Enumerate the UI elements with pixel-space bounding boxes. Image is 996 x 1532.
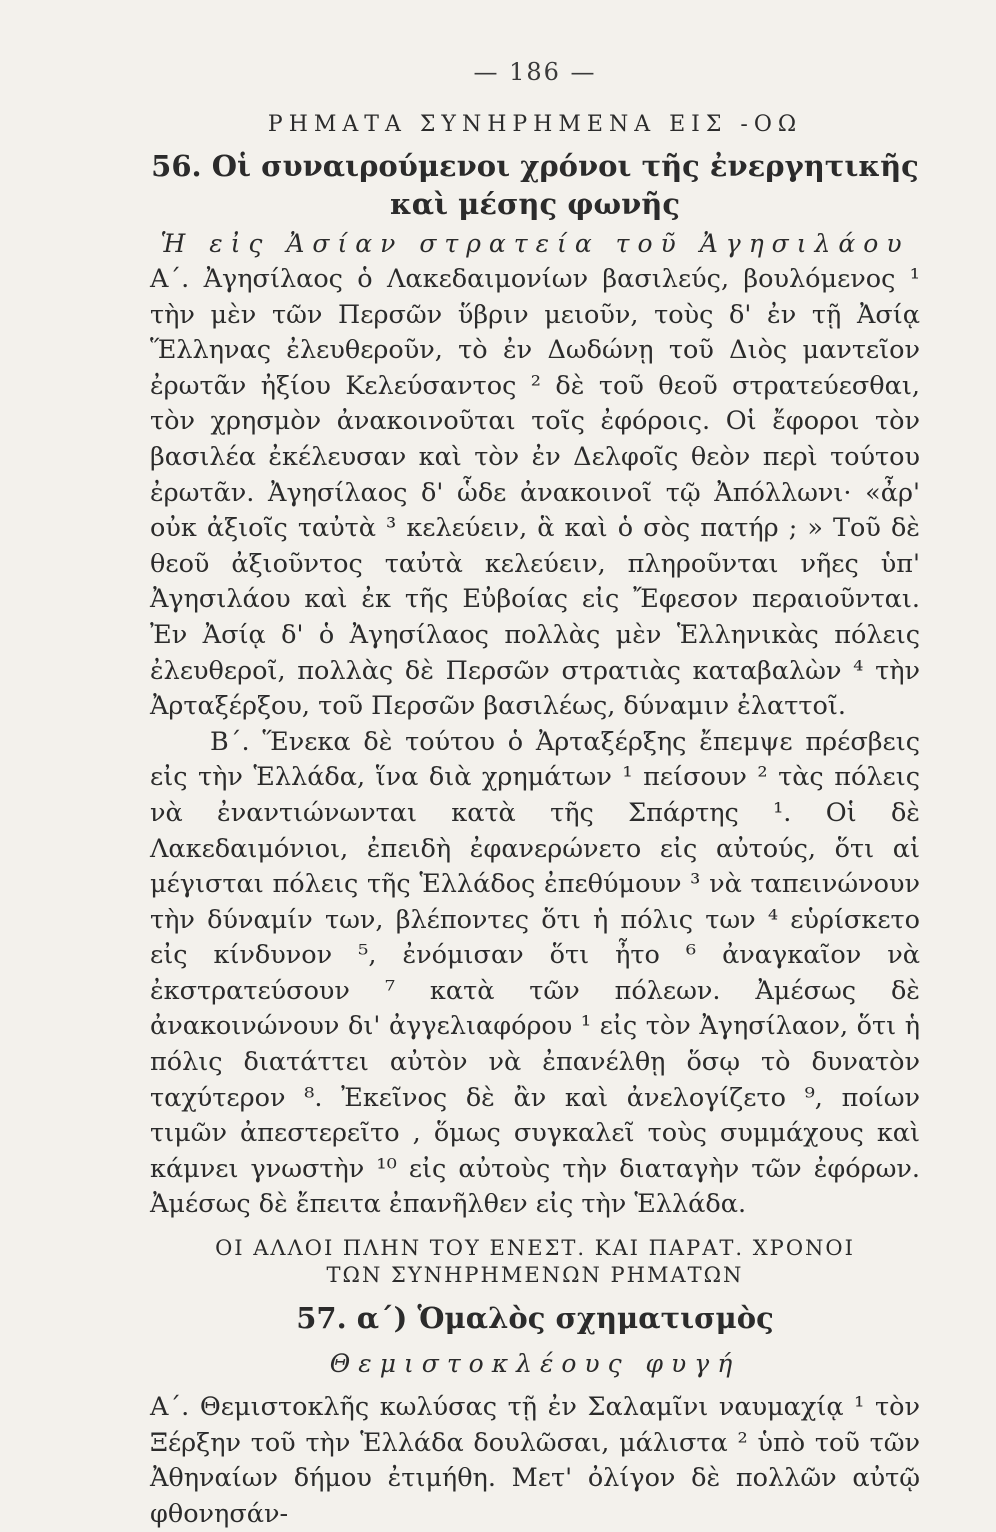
lesson-56-paragraph-a: Α΄. Ἀγησίλαος ὁ Λακεδαιμονίων βασιλεύς, βουλόμενος ¹ τὴν μὲν τῶν Περσῶν ὕβριν μειοῦν, τοὺς δ' ἐν τῇ Ἀσίᾳ Ἕλληνας ἐλευθεροῦν, τὸ ἐν Δωδώνῃ τοῦ Διὸς μαντεῖον ἐρωτᾶν ἠξίου Κελεύσαντος ² δὲ τοῦ θεοῦ στρατεύεσθαι, τὸν χρησμὸν ἀνακοινοῦται τοῖς ἐφόροις. Οἱ ἔφοροι τὸν βασιλέα ἐκέλευσαν καὶ τὸν ἐν Δελφοῖς θεὸν περὶ τούτου ἐρωτᾶν. Ἀγησίλαος δ' ὧδε ἀνακοινοῖ τῷ Ἀπόλλωνι· «ἆρ' οὐκ ἀξιοῖς ταὐτὰ ³ κελεύειν, ἃ καὶ ὁ σὸς πατήρ ; » Τοῦ δὲ θεοῦ ἀξιοῦντος ταὐτὰ κελεύειν, πληροῦνται νῆες ὑπ' Ἀγησιλάου καὶ ἐκ τῆς Εὐβοίας εἰς Ἔφεσον περαιοῦνται. Ἐν Ἀσίᾳ δ' ὁ Ἀγησίλαος πολλὰς μὲν Ἑλληνικὰς πόλεις ἐλευθεροῖ, πολλὰς δὲ Περσῶν στρατιὰς καταβαλὼν ⁴ τὴν Ἀρταξέρξου, τοῦ Περσῶν βασιλέως, δύναμιν ἐλαττοῖ. (150, 264, 920, 722)
lesson-57-subtitle: Θεμιστοκλέους φυγή (329, 1349, 741, 1379)
caps-heading (150, 1235, 920, 1289)
caps-heading-line1: ΟΙ ΑΛΛΟΙ ΠΛΗΝ ΤΟΥ ΕΝΕΣΤ. ΚΑΙ ΠΑΡΑΤ. ΧΡΟΝΟΙ (215, 1236, 855, 1261)
caps-heading-line2: ΤΩΝ ΣΥΝΗΡΗΜΕΝΩΝ ΡΗΜΑΤΩΝ (326, 1263, 744, 1288)
lesson-56-title-line2: καὶ μέσης φωνῆς (390, 187, 680, 221)
lesson-56-paragraph-b: Β΄. Ἕνεκα δὲ τούτου ὁ Ἀρταξέρξης ἔπεμψε πρέσβεις εἰς τὴν Ἑλλάδα, ἵνα διὰ χρημάτων ¹ πείσουν ² τὰς πόλεις νὰ ἐναντιώνωνται κατὰ τῆς Σπάρτης ¹. Οἱ δὲ Λακεδαιμόνιοι, ἐπειδὴ ἐφανερώνετο εἰς αὐτούς, ὅτι αἱ μέγισται πόλεις τῆς Ἑλλάδος ἐπεθύμουν ³ νὰ ταπεινώνουν τὴν δύναμίν των, βλέποντες ὅτι ἡ πόλις των ⁴ εὑρίσκετο εἰς κίνδυνον ⁵, ἐνόμισαν ὅτι ἦτο ⁶ ἀναγκαῖον νὰ ἐκστρατεύσουν ⁷ κατὰ τῶν πόλεων. Ἀμέσως δὲ ἀνακοινώνουν δι' ἀγγελιαφόρου ¹ εἰς τὸν Ἀγησίλαον, ὅτι ἡ πόλις διατάττει αὐτὸν νὰ ἐπανέλθῃ ὅσῳ τὸ δυνατὸν ταχύτερον ⁸. Ἐκεῖνος δὲ ἂν καὶ ἀνελογίζετο ⁹, ποίων τιμῶν ἀπεστερεῖτο , ὅμως συγκαλεῖ τοὺς συμμάχους καὶ κάμνει γνωστὴν ¹⁰ εἰς αὐτοὺς τὴν διαταγὴν τῶν ἐφόρων. Ἀμέσως δὲ ἔπειτα ἐπανῆλθεν εἰς τὴν Ἑλλάδα. (150, 726, 920, 1220)
lesson-56-subtitle: Ἡ εἰς Ἀσίαν στρατεία τοῦ Ἀγησιλάου (160, 229, 910, 258)
lesson-56-title-line1: 56. Οἱ συναιρούμενοι χρόνοι τῆς ἐνεργητικῆς (151, 149, 919, 183)
section-heading: ΡΗΜΑΤΑ ΣΥΝΗΡΗΜΕΝΑ ΕΙΣ -ΟΩ (267, 112, 803, 137)
page-number: — 186 — (473, 58, 597, 86)
lesson-57-title: 57. α΄) Ὁμαλὸς σχηματισμὸς (296, 1301, 774, 1336)
lesson-57-paragraph-a: Α΄. Θεμιστοκλῆς κωλύσας τῇ ἐν Σαλαμῖνι ναυμαχίᾳ ¹ τὸν Ξέρξην τοῦ τὴν Ἑλλάδα δουλῶσαι, μάλιστα ² ὑπὸ τοῦ τῶν Ἀθηναίων δήμου ἐτιμήθη. Μετ' ὀλίγον δὲ πολλῶν αὐτῷ φθονησάν- (150, 1392, 920, 1529)
